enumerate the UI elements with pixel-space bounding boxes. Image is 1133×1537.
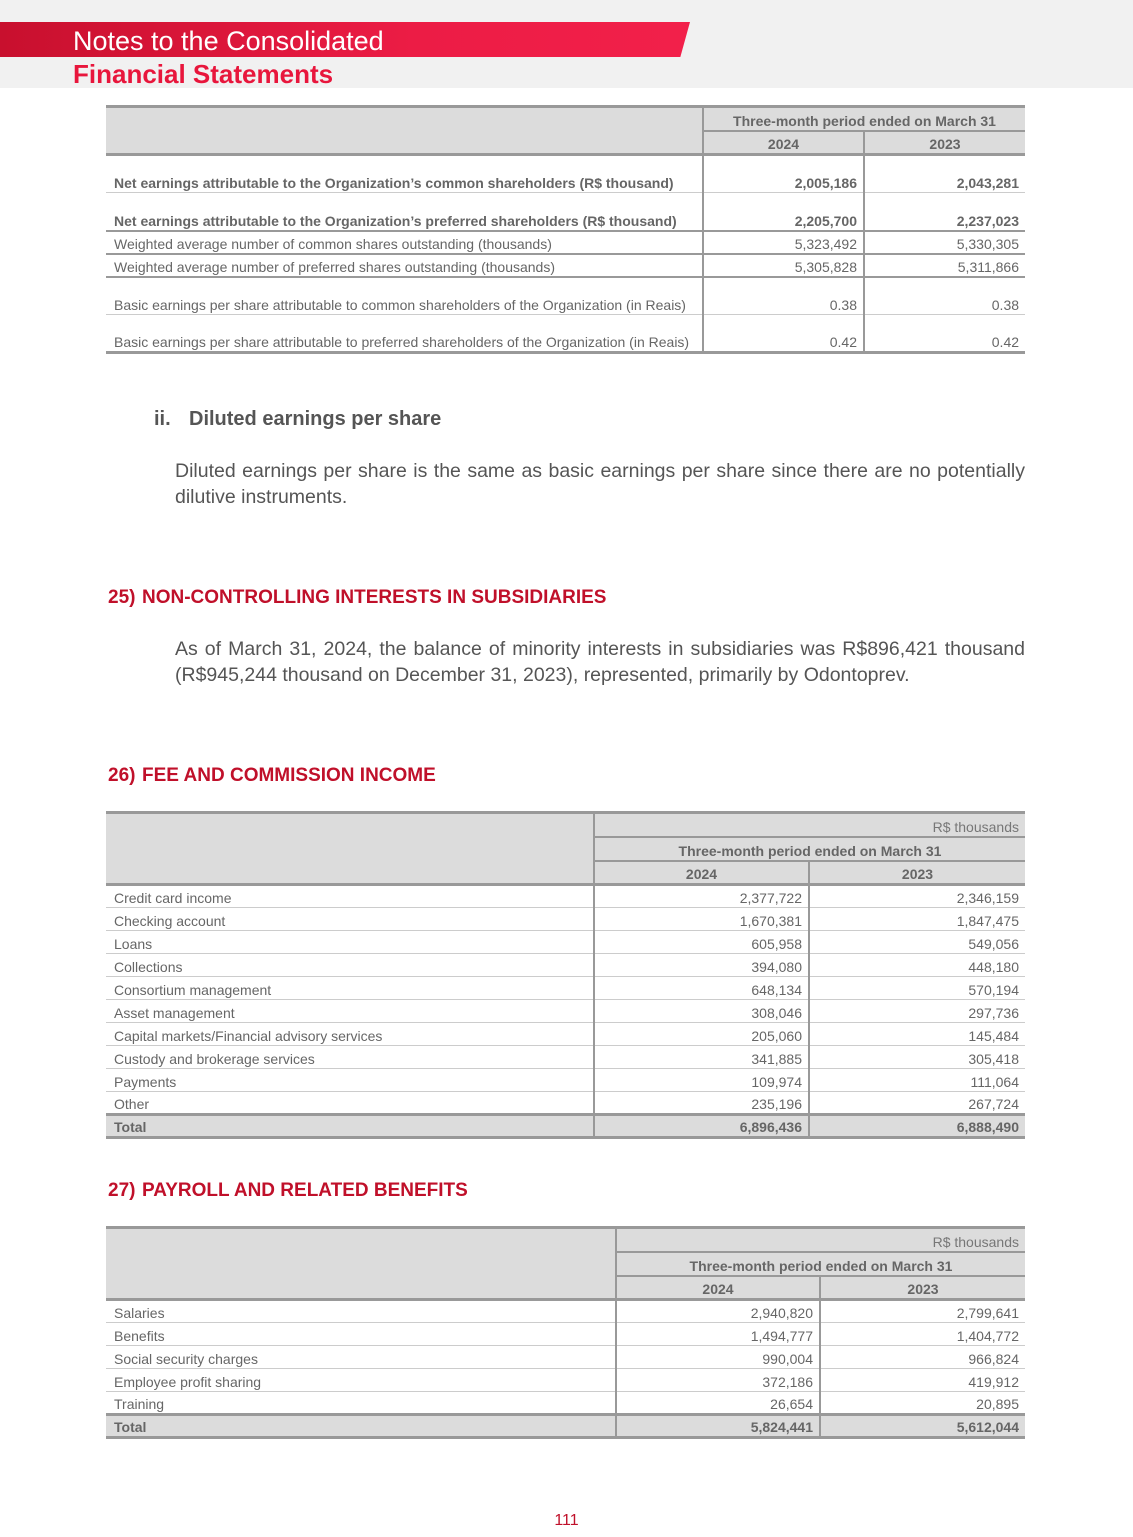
total-2023: 6,888,490 (809, 1115, 1025, 1138)
value-2023: 1,847,475 (809, 908, 1025, 931)
table-row (106, 977, 1025, 1000)
section-25-heading (108, 587, 606, 609)
value-2023: 2,346,159 (809, 885, 1025, 908)
value-2024: 235,196 (594, 1092, 809, 1115)
table-row (106, 908, 1025, 931)
row-label: Consortium management (106, 977, 594, 1000)
section-title: NON-CONTROLLING INTERESTS IN SUBSIDIARIES (142, 587, 607, 608)
section-26-heading (108, 765, 436, 787)
value-2023: 0.38 (864, 277, 1025, 315)
total-2023: 5,612,044 (820, 1415, 1025, 1438)
row-label: Benefits (106, 1323, 616, 1346)
table-row (106, 254, 1025, 277)
row-label: Net earnings attributable to the Organization’s common shareholders (R$ thousand) (106, 155, 703, 193)
value-2023: 267,724 (968, 1096, 1019, 1112)
row-label: Social security charges (106, 1346, 616, 1369)
value-2024: 1,670,381 (594, 908, 809, 931)
row-label: Payments (106, 1069, 594, 1092)
value-2024: 2,005,186 (703, 155, 864, 193)
table-row (106, 277, 1025, 315)
section-title: PAYROLL AND RELATED BENEFITS (142, 1180, 468, 1201)
unit-label: R$ thousands (616, 1228, 1025, 1252)
value-2024: 1,494,777 (616, 1323, 820, 1346)
value-2024: 109,974 (594, 1069, 809, 1092)
table-row (106, 1300, 1025, 1323)
period-header: Three-month period ended on March 31 (616, 1252, 1025, 1276)
value-2024: 2,205,700 (703, 193, 864, 231)
value-2024: 372,186 (616, 1369, 820, 1392)
diluted-eps-heading-number: ii. (154, 408, 171, 430)
table-row (106, 1092, 1025, 1115)
value-2024: 394,080 (594, 954, 809, 977)
row-label: Credit card income (106, 885, 594, 908)
table-row (106, 1392, 1025, 1415)
row-label: Basic earnings per share attributable to common shareholders of the Organization (in Reais) (106, 277, 703, 315)
year-2023-header: 2023 (820, 1276, 1025, 1300)
value-2024: 26,654 (616, 1392, 820, 1415)
year-2024-header: 2024 (616, 1276, 820, 1300)
value-2023: 2,799,641 (820, 1300, 1025, 1323)
row-label: Capital markets/Financial advisory services (106, 1023, 594, 1046)
year-2023-header: 2023 (864, 131, 1025, 155)
header-blank-cell (106, 1228, 616, 1300)
table-row (106, 231, 1025, 254)
table-row (106, 193, 1025, 231)
value-2023: 297,736 (809, 1000, 1025, 1023)
total-2024: 5,824,441 (616, 1415, 820, 1438)
table-row (106, 1046, 1025, 1069)
value-2024: 990,004 (616, 1346, 820, 1369)
value-2024: 648,134 (594, 977, 809, 1000)
year-2024-header: 2024 (703, 131, 864, 155)
row-label: Salaries (106, 1300, 616, 1323)
table-row (106, 1069, 1025, 1092)
row-label: Checking account (106, 908, 594, 931)
diluted-eps-paragraph: Diluted earnings per share is the same as basic earnings per share since there are no potentially dilutive instruments. (175, 460, 1025, 508)
section-27-heading (108, 1180, 468, 1202)
value-2023: 111,064 (809, 1069, 1025, 1092)
section-number: 27) (108, 1180, 136, 1201)
table-row (106, 1023, 1025, 1046)
value-2024: 605,958 (594, 931, 809, 954)
value-2023: 2,237,023 (864, 193, 1025, 231)
table-row (106, 1369, 1025, 1392)
value-2024: 2,377,722 (594, 885, 809, 908)
row-label: Other (106, 1092, 594, 1115)
row-label: Basic earnings per share attributable to preferred shareholders of the Organization (in Reais) (106, 315, 703, 353)
row-label: Asset management (106, 1000, 594, 1023)
value-2024: 2,940,820 (616, 1300, 820, 1323)
value-2023: 305,418 (809, 1046, 1025, 1069)
table-row (106, 1323, 1025, 1346)
total-label: Total (106, 1415, 616, 1438)
value-2024: 341,885 (594, 1046, 809, 1069)
value-2024: 5,323,492 (703, 231, 864, 254)
unit-label: R$ thousands (594, 813, 1025, 837)
value-2023: 20,895 (976, 1396, 1019, 1412)
header-blank-cell (106, 813, 594, 885)
table-row (106, 155, 1025, 193)
period-header: Three-month period ended on March 31 (594, 837, 1025, 861)
value-2023: 448,180 (809, 954, 1025, 977)
header-title-line2: Financial Statements (73, 59, 334, 89)
value-2023: 2,043,281 (864, 155, 1025, 193)
diluted-eps-heading (154, 408, 441, 431)
row-label: Employee profit sharing (106, 1369, 616, 1392)
value-2023: 5,330,305 (864, 231, 1025, 254)
header-blank-cell (106, 107, 703, 155)
row-label: Collections (106, 954, 594, 977)
value-2023: 1,404,772 (820, 1323, 1025, 1346)
total-row (106, 1415, 1025, 1438)
row-label: Net earnings attributable to the Organization’s preferred shareholders (R$ thousand) (106, 193, 703, 231)
value-2024: 5,305,828 (703, 254, 864, 277)
period-header: Three-month period ended on March 31 (703, 107, 1025, 131)
value-2024: 205,060 (594, 1023, 809, 1046)
row-label: Training (106, 1392, 616, 1415)
value-2023: 419,912 (820, 1369, 1025, 1392)
total-2024: 6,896,436 (594, 1115, 809, 1138)
table-row (106, 1000, 1025, 1023)
total-label: Total (106, 1115, 594, 1138)
table-row (106, 315, 1025, 353)
row-label: Loans (106, 931, 594, 954)
table-row (106, 931, 1025, 954)
table-row (106, 1346, 1025, 1369)
fee-commission-table (106, 811, 1025, 1139)
section-25-paragraph: As of March 31, 2024, the balance of minority interests in subsidiaries was R$896,421 thousand (R$945,244 thousand on December 31, 2023), represented, primarily by Odontoprev. (175, 638, 1025, 686)
table-row (106, 954, 1025, 977)
row-label: Weighted average number of common shares outstanding (thousands) (106, 231, 703, 254)
header-title-line1: Notes to the Consolidated (73, 26, 384, 56)
basic-eps-table (106, 105, 1025, 354)
section-number: 25) (108, 587, 136, 608)
value-2023: 5,311,866 (864, 254, 1025, 277)
value-2023: 966,824 (820, 1346, 1025, 1369)
value-2023: 570,194 (809, 977, 1025, 1000)
payroll-benefits-table (106, 1226, 1025, 1439)
value-2024: 308,046 (594, 1000, 809, 1023)
value-2023: 0.42 (991, 334, 1020, 350)
value-2024: 0.42 (703, 315, 864, 353)
row-label: Weighted average number of preferred shares outstanding (thousands) (106, 254, 703, 277)
page-number: 111 (554, 1512, 579, 1529)
section-title: FEE AND COMMISSION INCOME (142, 765, 436, 786)
year-2023-header: 2023 (809, 861, 1025, 885)
row-label: Custody and brokerage services (106, 1046, 594, 1069)
diluted-eps-heading-text: Diluted earnings per share (189, 408, 442, 430)
value-2023: 145,484 (809, 1023, 1025, 1046)
value-2023: 549,056 (809, 931, 1025, 954)
year-2024-header: 2024 (594, 861, 809, 885)
table-row (106, 885, 1025, 908)
value-2024: 0.38 (703, 277, 864, 315)
total-row (106, 1115, 1025, 1138)
section-number: 26) (108, 765, 136, 786)
